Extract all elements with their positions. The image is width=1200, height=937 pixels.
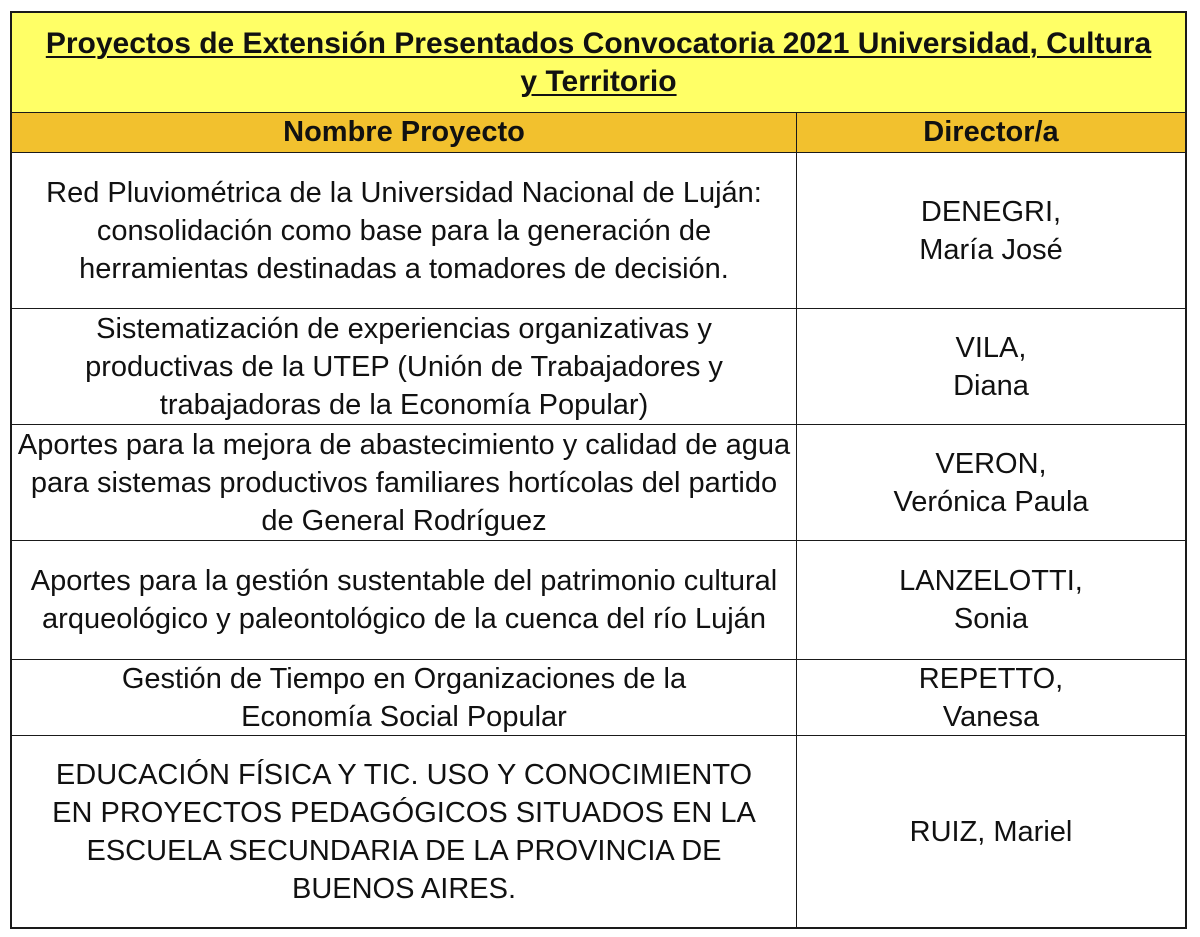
- project-name: Aportes para la mejora de abastecimiento y calidad de agua para sistemas productivos familiares hortícolas del partido de General Rodríguez: [17, 428, 791, 537]
- director-cell: [797, 425, 1185, 541]
- director-surname: VERON,: [935, 447, 1047, 480]
- director-surname: REPETTO,: [918, 662, 1064, 695]
- director-cell: [797, 541, 1185, 660]
- director-surname: VILA,: [955, 331, 1027, 364]
- director-cell: [797, 660, 1185, 736]
- director-given-name: Verónica Paula: [893, 485, 1089, 518]
- project-name-cell: [12, 153, 797, 309]
- project-name-cell: [12, 660, 797, 736]
- director-given-name: Sonia: [953, 603, 1029, 635]
- table-title-cell: [12, 13, 1185, 113]
- director-cell: [797, 736, 1185, 927]
- project-name-cell: [12, 425, 797, 541]
- director-surname: DENEGRI,: [920, 195, 1062, 228]
- project-name: EDUCACIÓN FÍSICA Y TIC. USO Y CONOCIMIENTO EN PROYECTOS PEDAGÓGICOS SITUADOS EN LA ESCUELA SECUNDARIA DE LA PROVINCIA DE BUENOS AIRES.: [52, 758, 756, 905]
- project-name: Aportes para la gestión sustentable del patrimonio cultural arqueológico y paleontológico de la cuenca del río Luján: [30, 565, 778, 635]
- project-name: Sistematización de experiencias organizativas y productivas de la UTEP (Unión de Trabajadores y trabajadoras de la Economía Popular): [85, 312, 723, 421]
- director-cell: [797, 153, 1185, 309]
- column-header-project: Nombre Proyecto: [12, 113, 797, 153]
- project-name-cell: [12, 736, 797, 927]
- director-given-name: Diana: [953, 369, 1029, 402]
- director-given-name: María José: [919, 233, 1063, 266]
- project-name: Gestión de Tiempo en Organizaciones de la Economía Social Popular: [121, 662, 687, 733]
- column-header-director: Director/a: [797, 113, 1185, 153]
- project-name: Red Pluviométrica de la Universidad Nacional de Luján: consolidación como base para la generación de herramientas destinadas a tomadores de decisión.: [46, 176, 762, 285]
- projects-table: [10, 11, 1187, 929]
- project-name-cell: [12, 309, 797, 425]
- director-full-name: RUIZ, Mariel: [909, 815, 1073, 848]
- director-given-name: Vanesa: [942, 700, 1040, 733]
- table-title: Proyectos de Extensión Presentados Convocatoria 2021 Universidad, Cultura y Territorio: [45, 26, 1152, 98]
- director-cell: [797, 309, 1185, 425]
- project-name-cell: [12, 541, 797, 660]
- director-surname: LANZELOTTI,: [899, 565, 1083, 597]
